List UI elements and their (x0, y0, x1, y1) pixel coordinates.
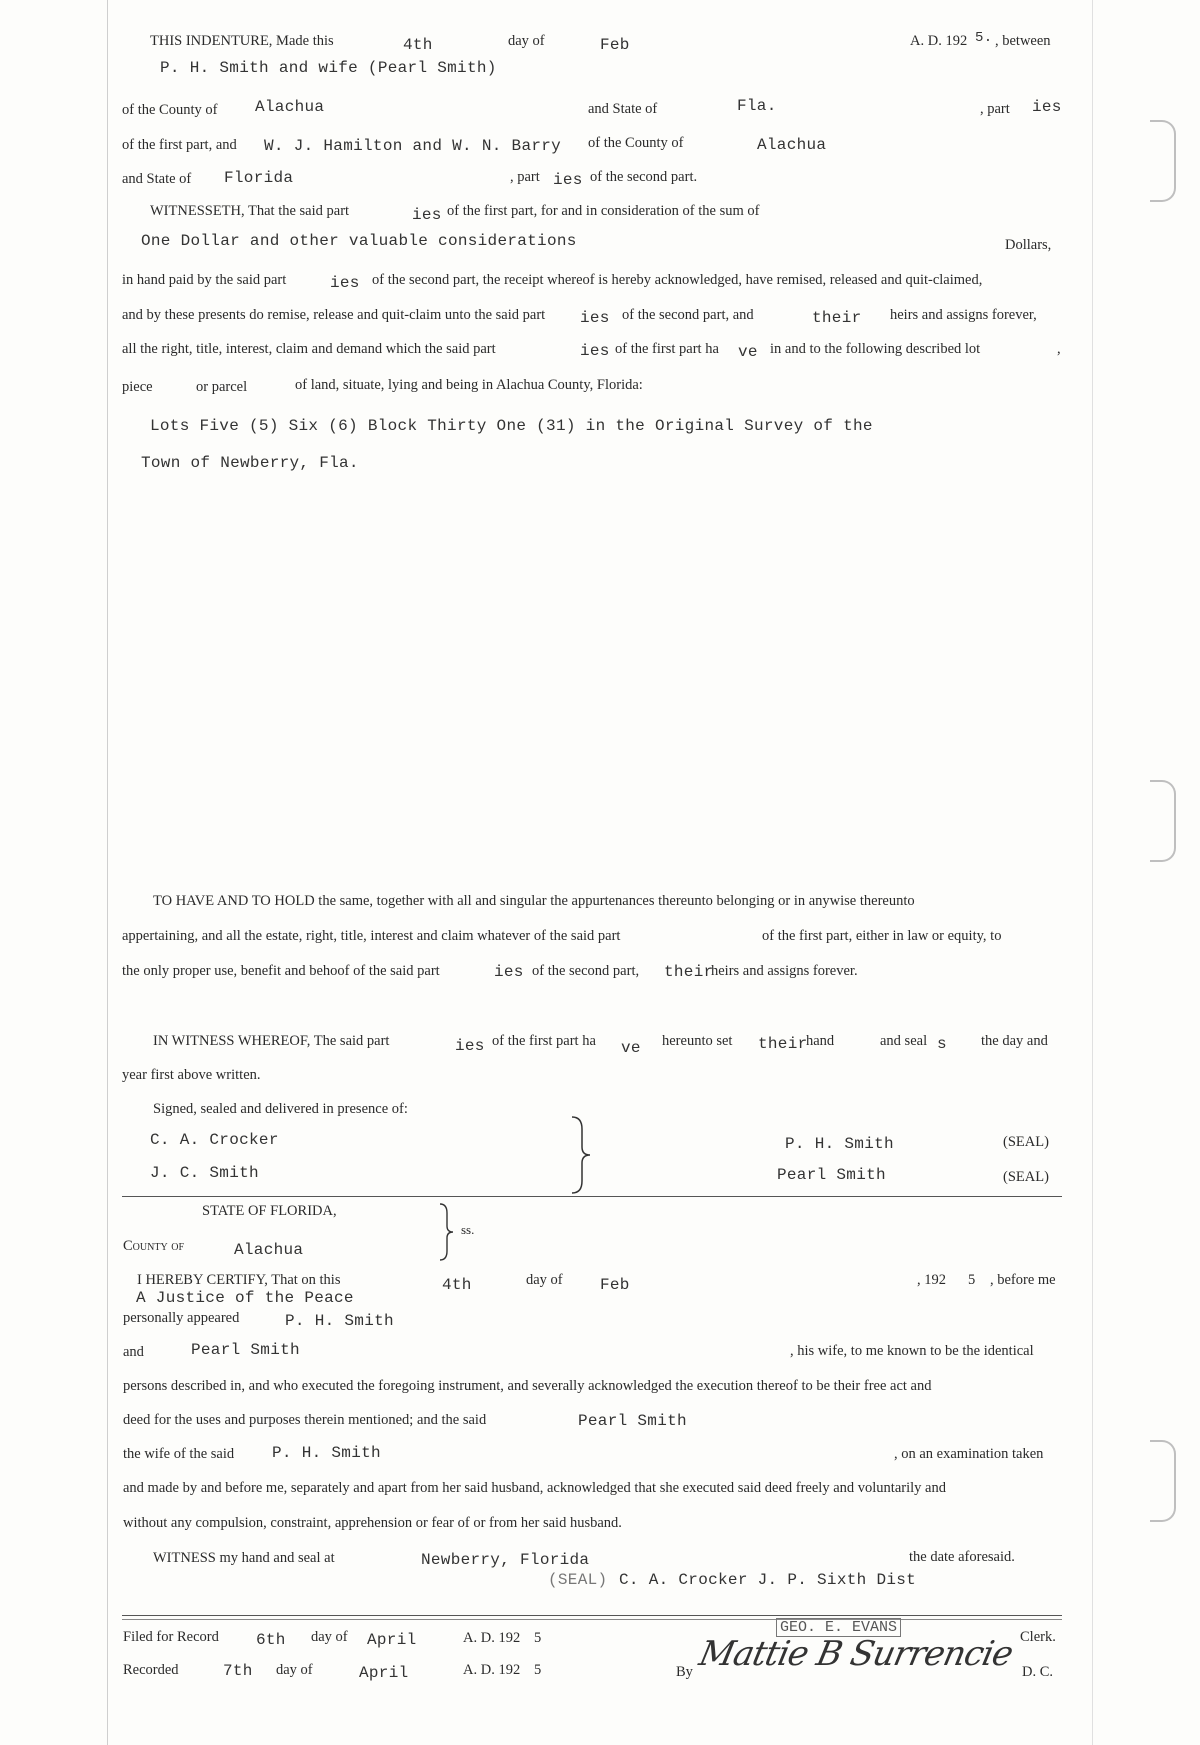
indenture-label: THIS INDENTURE, Made this (150, 33, 334, 49)
ack-line-d: without any compulsion, constraint, apprehension or fear of or from her said husband. (123, 1515, 622, 1531)
consideration-amount: One Dollar and other valuable considerations (141, 232, 577, 250)
and-state-label-2: and State of (122, 171, 192, 187)
appeared-label: personally appeared (123, 1310, 240, 1326)
indenture-year-digit: 5. (975, 30, 993, 46)
filed-day: 6th (256, 1631, 286, 1649)
officer-signature: C. A. Crocker J. P. Sixth Dist (619, 1571, 917, 1589)
part-suffix: ies (330, 274, 360, 292)
seal-label: and seal (880, 1033, 928, 1049)
filed-month: April (367, 1631, 417, 1649)
ad-label: A. D. 192 (463, 1662, 521, 1678)
first-part-label: of the first part, and (122, 137, 237, 153)
part-suffix: ies (455, 1037, 485, 1055)
before-me-label: , before me (990, 1272, 1056, 1288)
witness-2-name: J. C. Smith (150, 1164, 259, 1182)
ss-label: ss. (461, 1222, 475, 1237)
day-of-label: day of (311, 1629, 348, 1645)
habendum-line-2: appertaining, and all the estate, right, title, interest and claim whatever of the said part (122, 928, 621, 944)
year-first-label: year first above written. (122, 1067, 261, 1083)
recorded-year: 5 (534, 1662, 542, 1678)
right-title-clause: all the right, title, interest, claim and demand which the said part (122, 341, 496, 357)
day-of-label: day of (526, 1272, 563, 1288)
habendum-line-3: the only proper use, benefit and behoof of the said part (122, 963, 440, 979)
parties-label: , part (510, 169, 540, 185)
binder-hole (1150, 120, 1176, 202)
signer-2-name: Pearl Smith (777, 1166, 886, 1184)
seals-suffix: s (937, 1035, 947, 1053)
recorded-month: April (359, 1664, 409, 1682)
by-label: By (676, 1664, 693, 1680)
ack-husband-2: P. H. Smith (272, 1444, 381, 1462)
part-label: , part (980, 101, 1010, 117)
part-suffix: ies (580, 342, 610, 360)
grantees-names: W. J. Hamilton and W. N. Barry (264, 137, 562, 155)
part-suffix: ies (1032, 98, 1062, 116)
in-witness-label: IN WITNESS WHEREOF, The said part (153, 1033, 390, 1049)
their-word: their (758, 1035, 808, 1053)
county-label: County of (123, 1238, 185, 1254)
state-label: STATE OF FLORIDA, (202, 1203, 337, 1219)
certify-label: I HEREBY CERTIFY, That on this (137, 1272, 341, 1288)
consideration-clause: of the first part, for and in consideration of the sum of (447, 203, 760, 219)
witness-brace (566, 1115, 596, 1195)
ack-line-a: persons described in, and who executed the foregoing instrument, and severally acknowledged the execution thereof to be their free act and (123, 1378, 932, 1394)
page-left-edge (107, 0, 108, 1745)
ack-wife-2: Pearl Smith (578, 1412, 687, 1430)
ack-day: 4th (442, 1276, 472, 1294)
day-and-label: the day and (981, 1033, 1048, 1049)
ack-wife: Pearl Smith (191, 1341, 300, 1359)
ad-label: A. D. 192 (463, 1630, 521, 1646)
venue-brace (436, 1202, 460, 1262)
seal-mark: (SEAL) (1003, 1169, 1049, 1185)
year-label: , 192 (917, 1272, 946, 1288)
day-of-label: day of (508, 33, 545, 49)
ad-label: A. D. 192 (910, 33, 968, 49)
clerk-label: Clerk. (1020, 1629, 1056, 1645)
piece-label: piece (122, 379, 153, 395)
ack-year-digit: 5 (968, 1272, 976, 1288)
date-aforesaid-label: the date aforesaid. (909, 1549, 1015, 1565)
his-wife-label: , his wife, to me known to be the identical (790, 1343, 1034, 1359)
of-county-label: of the County of (122, 102, 218, 118)
grantee-state: Florida (224, 169, 294, 187)
and-state-label: and State of (588, 101, 658, 117)
ack-line-b: deed for the uses and purposes therein mentioned; and the said (123, 1412, 487, 1428)
dollars-label: Dollars, (1005, 237, 1052, 253)
first-part-have-label: of the first part ha (492, 1033, 596, 1049)
officer-title: A Justice of the Peace (136, 1289, 354, 1307)
ack-line-c: and made by and before me, separately and apart from her said husband, acknowledged that she executed said deed freely and voluntarily and (123, 1480, 946, 1496)
witness-hand-label: WITNESS my hand and seal at (153, 1550, 335, 1566)
first-part-have-label: of the first part ha (615, 341, 719, 357)
presence-label: Signed, sealed and delivered in presence of: (153, 1101, 408, 1117)
page-right-edge (1092, 0, 1093, 1745)
recorded-label: Recorded (123, 1662, 179, 1678)
heirs-assigns-label: heirs and assigns forever. (711, 963, 858, 979)
deputy-clerk-label: D. C. (1022, 1664, 1054, 1680)
section-divider (122, 1196, 1062, 1197)
filed-label: Filed for Record (123, 1629, 219, 1645)
second-part-label: of the second part, (532, 963, 640, 979)
heirs-clause: heirs and assigns forever, (890, 307, 1037, 323)
wife-of-label: the wife of the said (123, 1446, 235, 1462)
indenture-month: Feb (600, 36, 630, 54)
described-lot-label: in and to the following described lot (770, 341, 981, 357)
grantor-county: Alachua (255, 98, 325, 116)
recorded-day: 7th (223, 1662, 253, 1680)
hand-paid-label: in hand paid by the said part (122, 272, 287, 288)
ack-county: Alachua (234, 1241, 304, 1259)
signer-1-name: P. H. Smith (785, 1135, 894, 1153)
their-word: their (812, 309, 862, 327)
comma-mark: , (1057, 341, 1061, 357)
hereunto-set-label: hereunto set (662, 1033, 733, 1049)
examination-label: , on an examination taken (894, 1446, 1044, 1462)
indenture-day: 4th (403, 36, 433, 54)
parcel-label: or parcel (196, 379, 248, 395)
grantee-county: Alachua (757, 136, 827, 154)
section-divider (122, 1615, 1062, 1616)
hand-label: hand (806, 1033, 835, 1049)
of-county-label-2: of the County of (588, 135, 684, 151)
their-word: their (664, 963, 714, 981)
part-suffix: ies (580, 309, 610, 327)
legal-description-line-1: Lots Five (5) Six (6) Block Thirty One (31) in the Original Survey of the (150, 417, 873, 435)
seal-mark: (SEAL) (1003, 1134, 1049, 1150)
day-of-label: day of (276, 1662, 313, 1678)
have-suffix: ve (621, 1039, 641, 1057)
ack-place: Newberry, Florida (421, 1551, 590, 1569)
grantor-state: Fla. (737, 97, 777, 115)
binder-hole (1150, 780, 1176, 862)
and-label: and (123, 1344, 144, 1360)
land-situate-clause: of land, situate, lying and being in Alachua County, Florida: (295, 377, 643, 393)
grantors-names: P. H. Smith and wife (Pearl Smith) (160, 59, 497, 77)
witness-1-name: C. A. Crocker (150, 1131, 279, 1149)
clerk-name-stamp: GEO. E. EVANS (776, 1618, 901, 1637)
seal-impression: (SEAL) (548, 1571, 608, 1589)
habendum-line-1: TO HAVE AND TO HOLD the same, together with all and singular the appurtenances thereunto belonging or in anywise thereunto (153, 893, 915, 909)
second-part-label: of the second part. (590, 169, 698, 185)
filed-year: 5 (534, 1630, 542, 1646)
parties-suffix: ies (553, 171, 583, 189)
deputy-clerk-signature: Mattie B Surrencie (695, 1634, 1017, 1674)
witnesseth-label: WITNESSETH, That the said part (150, 203, 350, 219)
ack-month: Feb (600, 1276, 630, 1294)
second-part-clause: of the second part, and (622, 307, 754, 323)
remise-clause: and by these presents do remise, release and quit-claim unto the said part (122, 307, 546, 323)
have-suffix: ve (738, 343, 758, 361)
receipt-clause: of the second part, the receipt whereof is hereby acknowledged, have remised, released and quit-claimed, (372, 272, 983, 288)
ack-husband: P. H. Smith (285, 1312, 394, 1330)
part-suffix: ies (412, 206, 442, 224)
between-label: , between (995, 33, 1051, 49)
legal-description-line-2: Town of Newberry, Fla. (141, 454, 359, 472)
part-suffix: ies (494, 963, 524, 981)
habendum-line-2b: of the first part, either in law or equity, to (762, 928, 1002, 944)
binder-hole (1150, 1440, 1176, 1522)
section-divider (122, 1619, 1062, 1620)
